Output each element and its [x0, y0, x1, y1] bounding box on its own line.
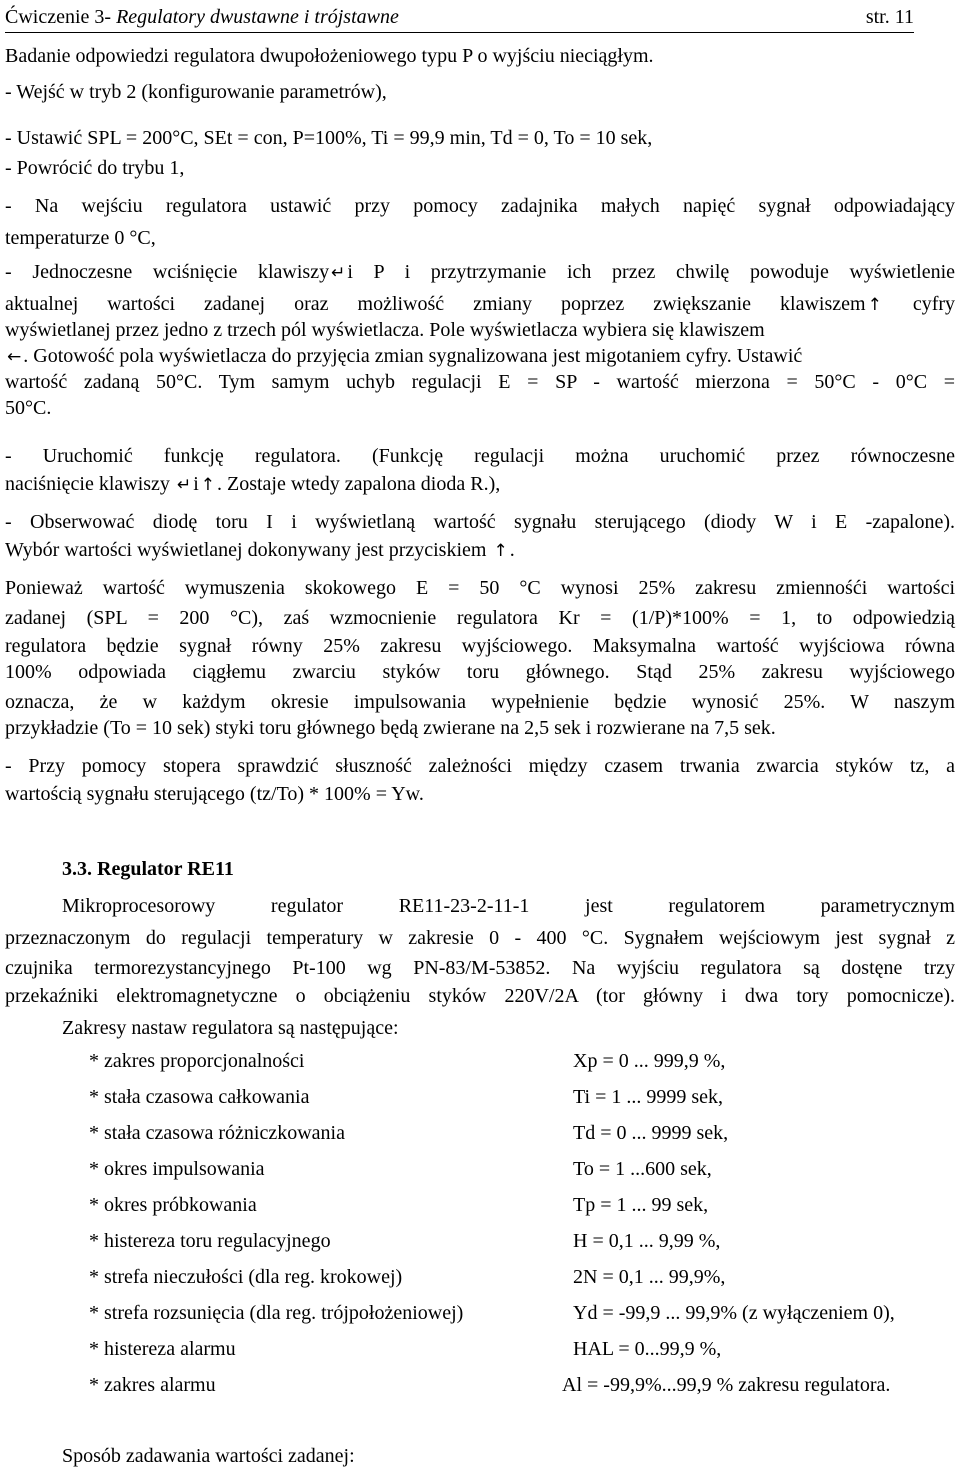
- paragraph-line: - Ustawić SPL = 200°C, SEt = con, P=100%, Ti = 99,9 min, Td = 0, To = 10 sek,: [5, 127, 653, 149]
- section-heading: 3.3. Regulator RE11: [62, 858, 234, 880]
- up-arrow-key-icon: ↑: [200, 475, 215, 495]
- paragraph-line: przykładzie (To = 10 sek) styki toru głównego będą zwierane na 2,5 sek i rozwierane na 7,5 sek.: [5, 717, 776, 739]
- paragraph-line: naciśnięcie klawiszy ↵ i ↑ . Zostaje wtedy zapalona dioda R.),: [5, 473, 501, 495]
- enter-key-icon: ↵: [176, 475, 192, 495]
- paragraph-line: - Wejść w tryb 2 (konfigurowanie parametrów),: [5, 81, 387, 103]
- paragraph-line: temperaturze 0 °C,: [5, 227, 156, 249]
- paragraph-line: oznacza, że w każdym okresie impulsowania wypełnienie będzie wynosić 25%. W naszym: [5, 691, 955, 713]
- range-label: * zakres alarmu: [89, 1374, 216, 1396]
- range-value: 2N = 0,1 ... 99,9%,: [573, 1266, 726, 1288]
- paragraph-line: ← . Gotowość pola wyświetlacza do przyjęcia zmian sygnalizowana jest migotaniem cyfry. Ustawić: [7, 345, 803, 367]
- range-label: * okres próbkowania: [89, 1194, 257, 1216]
- range-label: * histereza alarmu: [89, 1338, 236, 1360]
- range-value: Yd = -99,9 ... 99,9% (z wyłączeniem 0),: [573, 1302, 895, 1324]
- ranges-title: Zakresy nastaw regulatora są następujące:: [62, 1017, 399, 1039]
- paragraph-line: Mikroprocesorowy regulator RE11-23-2-11-1 jest regulatorem parametrycznym: [62, 895, 955, 917]
- range-label: * strefa nieczułości (dla reg. krokowej): [89, 1266, 403, 1288]
- range-label: * stała czasowa całkowania: [89, 1086, 310, 1108]
- paragraph-line: wyświetlanej przez jedno z trzech pól wyświetlacza. Pole wyświetlacza wybiera się klawiszem: [5, 319, 765, 341]
- paragraph-line: czujnika termorezystancyjnego Pt-100 wg PN-83/M-53852. Na wyjściu regulatora są dostęne trzy: [5, 957, 955, 979]
- page-header: [5, 4, 914, 33]
- up-arrow-key-icon: ↑: [493, 541, 508, 561]
- range-value: To = 1 ...600 sek,: [573, 1158, 712, 1180]
- paragraph-line: Wybór wartości wyświetlanej dokonywany jest przyciskiem ↑ .: [5, 539, 515, 561]
- paragraph-line: 100% odpowiada ciągłemu zwarciu styków toru głównego. Stąd 25% zakresu wyjściowego: [5, 661, 955, 683]
- range-value: Td = 0 ... 9999 sek,: [573, 1122, 729, 1144]
- enter-key-icon: ↵: [331, 263, 346, 283]
- page-number: str. 11: [865, 6, 914, 28]
- paragraph-line: wartością sygnału sterującego (tz/To) * 100% = Yw.: [5, 783, 424, 805]
- range-value: Al = -99,9%...99,9 % zakresu regulatora.: [562, 1374, 891, 1396]
- paragraph-line: przeznaczonym do regulacji temperatury w zakresie 0 - 400 °C. Sygnałem wejściowym jest sygnał z: [5, 927, 955, 949]
- paragraph-line: - Obserwować diodę toru I i wyświetlaną wartość sygnału sterującego (diody W i E -zapalone).: [5, 511, 955, 533]
- range-value: Tp = 1 ... 99 sek,: [573, 1194, 709, 1216]
- paragraph-line: przekaźniki elektromagnetyczne o obciążeniu styków 220V/2A (tor główny i dwa tory pomocnicze).: [5, 985, 955, 1007]
- paragraph-line: zadanej (SPL = 200 °C), zaś wzmocnienie regulatora Kr = (1/P)*100% = 1, to odpowiedzią: [5, 607, 955, 629]
- up-arrow-key-icon: ↑: [867, 295, 882, 315]
- range-value: HAL = 0...99,9 %,: [573, 1338, 722, 1360]
- range-value: Xp = 0 ... 999,9 %,: [573, 1050, 726, 1072]
- paragraph-line: - Jednoczesne wciśnięcie klawiszy ↵ i P i przytrzymanie ich przez chwilę powoduje wyświetlenie: [5, 261, 955, 283]
- paragraph-line: Badanie odpowiedzi regulatora dwupołożeniowego typu P o wyjściu nieciągłym.: [5, 45, 654, 67]
- range-label: * okres impulsowania: [89, 1158, 265, 1180]
- paragraph-line: wartość zadaną 50°C. Tym samym uchyb regulacji E = SP - wartość mierzona = 50°C - 0°C =: [5, 371, 955, 393]
- section-footer-text: Sposób zadawania wartości zadanej:: [62, 1445, 355, 1467]
- paragraph-line: - Na wejściu regulatora ustawić przy pomocy zadajnika małych napięć sygnał odpowiadający: [5, 195, 955, 217]
- paragraph-line: aktualnej wartości zadanej oraz możliwość zmiany poprzez zwiększanie klawiszem ↑ cyfry: [5, 293, 956, 315]
- left-arrow-key-icon: ←: [7, 347, 22, 367]
- range-label: * stała czasowa różniczkowania: [89, 1122, 345, 1144]
- paragraph-line: regulatora będzie sygnał równy 25% zakresu wyjściowego. Maksymalna wartość wyjściowa równa: [5, 635, 955, 657]
- range-value: H = 0,1 ... 9,99 %,: [573, 1230, 721, 1252]
- range-label: * zakres proporcjonalności: [89, 1050, 305, 1072]
- paragraph-line: 50°C.: [5, 397, 52, 419]
- paragraph-line: Ponieważ wartość wymuszenia skokowego E = 50 °C wynosi 25% zakresu zmiennośći wartości: [5, 577, 955, 599]
- paragraph-line: - Przy pomocy stopera sprawdzić słuszność zależności między czasem trwania zwarcia styków tz, a: [5, 755, 955, 777]
- range-value: Ti = 1 ... 9999 sek,: [573, 1086, 724, 1108]
- paragraph-line: - Powrócić do trybu 1,: [5, 157, 185, 179]
- range-label: * histereza toru regulacyjnego: [89, 1230, 331, 1252]
- header-title: Ćwiczenie 3- Regulatory dwustawne i trójstawne: [5, 6, 399, 28]
- paragraph-line: - Uruchomić funkcję regulatora. (Funkcję regulacji można uruchomić przez równoczesne: [5, 445, 955, 467]
- range-label: * strefa rozsunięcia (dla reg. trójpołożeniowej): [89, 1302, 464, 1324]
